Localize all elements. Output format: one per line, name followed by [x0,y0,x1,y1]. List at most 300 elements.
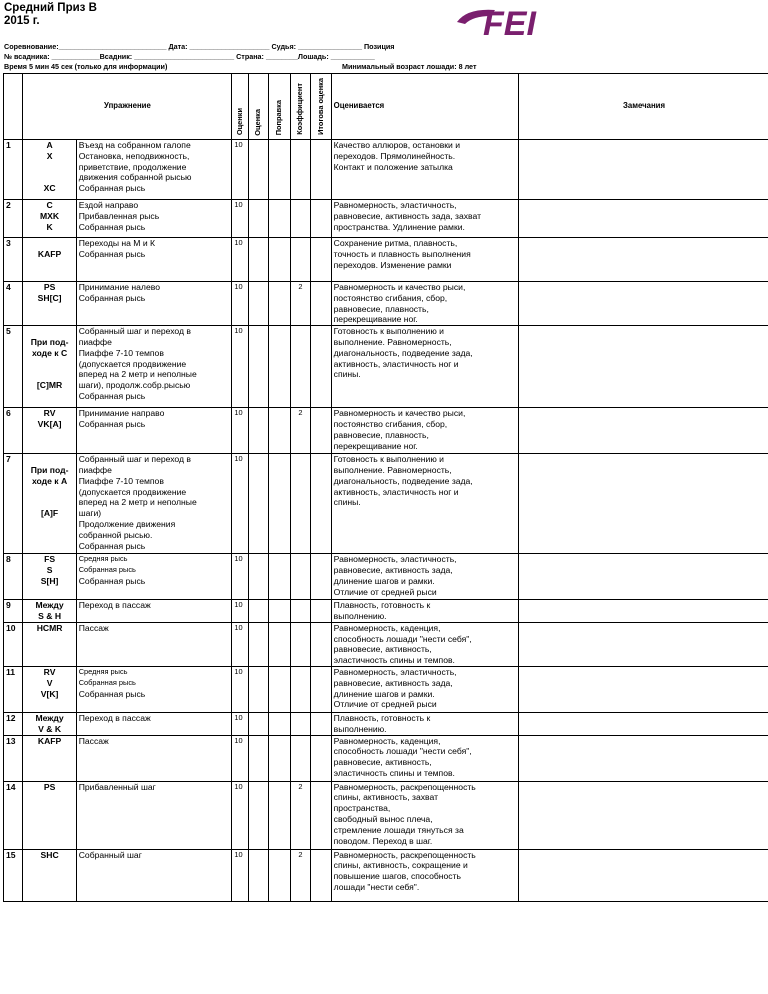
row-exercise-line: вперед на 2 метр и неполные [78,497,197,508]
row-coefficient-line [293,238,308,249]
row-coefficient [290,849,310,901]
row-directive-line: Равномерность, каденция, [333,622,441,633]
row-exercise-line: Пассаж [78,735,109,746]
remarks-cell[interactable] [519,735,768,781]
score-cell[interactable] [248,622,268,666]
row-directive-line: спины, активность, сокращение и [333,860,468,871]
row-exercise-line: Остановка, неподвижность, [78,150,190,161]
row-number-line: 4 [6,282,11,292]
col-remarks: Замечания [519,74,768,140]
score-cell[interactable] [311,600,331,623]
remarks-cell[interactable] [519,622,768,666]
row-directive-line: диагональность, подведение зада, [333,347,473,358]
row-marks-line: 10 [234,622,243,632]
row-coefficient-line: 2 [298,408,303,418]
row-directive [331,140,518,200]
col-marks: Оценки [234,108,244,136]
row-marks [232,238,248,282]
row-number-line: 10 [6,622,16,633]
row-movement-line: SH[C] [37,292,62,303]
header-line-1: Соревнование:___________________________ Дата: ____________________ Судья: ________________ Позиция [4,42,395,51]
score-cell[interactable] [311,454,331,554]
row-movement-line: MXK [40,210,60,221]
row-movement-line: X [46,150,53,161]
row-movement-line: K [46,221,53,232]
row-directive-line: способность лошади "нести себя", [333,633,472,644]
row-movement-line: Между [35,712,64,723]
row-coefficient-line: 2 [298,849,303,859]
row-movement-line: При под- [30,336,69,347]
table-row [4,238,768,282]
table-row [4,712,768,735]
col-coefficient: Коэффициент [295,83,305,136]
row-coefficient-line [293,667,308,678]
row-coefficient [290,554,310,600]
score-cell[interactable] [311,735,331,781]
row-movement [23,282,76,326]
remarks-cell[interactable] [519,666,768,712]
row-exercise-line: вперед на 2 метр и неполные [78,369,197,380]
row-number [4,282,23,326]
row-exercise [76,666,232,712]
score-cell[interactable] [248,849,268,901]
row-number-line: 9 [6,600,11,611]
row-marks [232,600,248,623]
row-coefficient-line [293,554,308,565]
remarks-cell[interactable] [519,849,768,901]
row-directive-line: способность лошади "нести себя", [333,746,472,757]
table-row [4,282,768,326]
row-directive [331,554,518,600]
row-exercise-line: Собранная рысь [78,540,146,551]
row-directive-line: лошади "нести себя". [333,881,420,892]
row-exercise [76,326,232,408]
row-exercise-line: пиаффе [78,336,112,347]
row-directive [331,454,518,554]
row-coefficient [290,712,310,735]
row-coefficient [290,735,310,781]
row-movement [23,200,76,238]
row-exercise-line: Собранная рысь [78,677,136,687]
row-directive [331,326,518,408]
header-line-3-right: Минимальный возраст лошади: 8 лет [342,62,477,71]
row-exercise-line: Пассаж [78,622,109,633]
table-row [4,326,768,408]
row-coefficient [290,408,310,454]
row-exercise [76,622,232,666]
row-directive [331,600,518,623]
row-exercise [76,454,232,554]
row-movement [23,781,76,849]
row-marks-line: 10 [234,140,243,149]
score-cell[interactable] [269,326,291,408]
score-cell[interactable] [269,282,291,326]
row-exercise-line: Ездой направо [78,200,139,210]
score-cell[interactable] [248,238,268,282]
row-directive [331,622,518,666]
score-cell[interactable] [311,140,331,200]
row-number-line: 1 [6,140,11,150]
table-row [4,600,768,623]
score-cell[interactable] [269,735,291,781]
row-exercise-line: Въезд на собранном галопе [78,140,191,150]
row-marks-line: 10 [234,712,243,722]
logo-text: FEI [483,5,536,38]
score-cell[interactable] [248,781,268,849]
score-cell[interactable] [248,735,268,781]
row-exercise [76,408,232,454]
row-movement-line [25,369,73,380]
score-cell[interactable] [269,408,291,454]
row-number [4,712,23,735]
score-cell[interactable] [269,200,291,238]
score-cell[interactable] [269,712,291,735]
remarks-cell[interactable] [519,600,768,623]
row-exercise [76,849,232,901]
row-number-line: 3 [6,238,11,248]
score-cell[interactable] [269,666,291,712]
row-marks [232,200,248,238]
remarks-cell[interactable] [519,282,768,326]
row-marks [232,622,248,666]
score-cell[interactable] [311,282,331,326]
row-number [4,238,23,282]
row-movement-line: KAFP [37,248,62,259]
row-directive-line: спины. [333,497,361,508]
row-exercise-line: Собранная рысь [78,575,146,586]
row-marks [232,454,248,554]
row-coefficient [290,781,310,849]
row-marks [232,735,248,781]
score-cell[interactable] [248,200,268,238]
row-exercise-line: приветствие, продолжение [78,161,187,172]
score-cell[interactable] [311,238,331,282]
row-directive-line: переходов. Изменение рамки [333,259,452,270]
row-coefficient-line [293,454,308,465]
row-exercise-line: Собранная рысь [78,564,136,574]
row-directive-line: Отличие от средней рыси [333,586,437,597]
row-directive-line: постоянство сгибания, сбор, [333,418,448,429]
row-marks-line: 10 [234,326,243,336]
row-directive-line: Готовность к выполнению и [333,454,444,465]
score-cell[interactable] [248,600,268,623]
fei-logo [455,4,595,38]
row-coefficient [290,454,310,554]
row-marks-line: 10 [234,849,243,859]
row-directive-line: перекрещивание ног. [333,440,418,451]
row-directive-line: Равномерность, раскрепощенность [333,781,476,792]
row-directive-line: равновесие, активность, [333,757,432,768]
row-movement [23,666,76,712]
row-coefficient [290,622,310,666]
row-coefficient-line [293,326,308,337]
col-exercise: Упражнение [23,74,232,140]
score-cell[interactable] [248,666,268,712]
row-marks [232,781,248,849]
row-movement-line: RV [43,408,56,419]
row-exercise-line: Переходы на М и К [78,238,156,248]
row-directive-line: Плавность, готовность к [333,600,431,611]
remarks-cell[interactable] [519,238,768,282]
table-body [4,140,768,902]
row-movement-line: XC [43,183,56,194]
score-cell[interactable] [269,781,291,849]
row-movement-line: Между [35,600,64,611]
score-cell[interactable] [248,712,268,735]
row-movement-line: ходе к С [31,347,68,358]
row-coefficient [290,666,310,712]
row-exercise-line: Собранная рысь [78,292,146,303]
row-movement-line: C [46,200,53,210]
row-directive-line: постоянство сгибания, сбор, [333,292,448,303]
score-cell[interactable] [311,849,331,901]
row-directive-line: свободный вынос плеча, [333,813,433,824]
table-row [4,554,768,600]
row-movement-line: [A]F [40,508,59,519]
row-directive-line: Равномерность, эластичность, [333,666,457,677]
row-exercise-line: Переход в пассаж [78,600,151,611]
remarks-cell[interactable] [519,200,768,238]
row-marks [232,849,248,901]
row-number [4,666,23,712]
row-coefficient-line [293,600,308,611]
score-cell[interactable] [311,326,331,408]
score-cell[interactable] [311,781,331,849]
score-cell[interactable] [248,140,268,200]
row-number [4,454,23,554]
row-marks-line: 10 [234,238,243,247]
score-cell[interactable] [248,454,268,554]
row-coefficient-line [293,140,308,151]
row-number [4,326,23,408]
row-directive-line: равновесие, активность зада, [333,564,453,575]
score-cell[interactable] [269,600,291,623]
remarks-cell[interactable] [519,454,768,554]
row-movement [23,454,76,554]
row-marks [232,326,248,408]
score-cell[interactable] [248,554,268,600]
row-coefficient [290,326,310,408]
row-marks [232,408,248,454]
score-cell[interactable] [311,622,331,666]
row-directive-line: переходов. Прямолинейность. [333,150,456,161]
row-directive-line: выполнение. Равномерность, [333,336,452,347]
score-cell[interactable] [311,712,331,735]
col-correction: Поправка [274,99,284,136]
row-exercise-line: Принимание налево [78,282,160,292]
row-number [4,735,23,781]
row-coefficient-line: 2 [298,781,303,791]
row-exercise [76,600,232,623]
row-directive-line: Готовность к выполнению и [333,326,444,337]
row-directive-line: спины. [333,369,361,380]
row-directive-line: эластичность спины и темпов. [333,655,455,666]
score-cell[interactable] [248,408,268,454]
row-exercise [76,200,232,238]
row-directive [331,238,518,282]
table-row [4,735,768,781]
row-directive [331,735,518,781]
col-directive: Оценивается [331,74,518,140]
row-coefficient-line [293,713,308,724]
row-movement-line: V & K [38,723,62,734]
row-marks-line: 10 [234,554,243,564]
row-directive-line: равновесие, плавность, [333,429,429,440]
row-directive-line: Контакт и положение затылка [333,161,453,172]
remarks-cell[interactable] [519,781,768,849]
row-directive [331,849,518,901]
row-movement [23,238,76,282]
row-coefficient-line [293,623,308,634]
row-exercise-line: Прибавленная рысь [78,210,160,221]
remarks-cell[interactable] [519,554,768,600]
score-cell[interactable] [311,408,331,454]
row-movement-line: V[K] [40,688,59,699]
row-coefficient-line [293,200,308,211]
score-cell[interactable] [269,140,291,200]
row-directive-line: эластичность спины и темпов. [333,767,455,778]
row-movement-line [25,487,73,498]
row-coefficient [290,600,310,623]
col-final: Итогова оценка [315,78,325,136]
row-marks-line: 10 [234,600,243,610]
table-row [4,622,768,666]
table-row [4,781,768,849]
row-exercise-line: Собранный шаг и переход в [78,454,191,465]
row-exercise-line: Собранная рысь [78,390,146,401]
row-directive-line: Качество аллюров, остановки и [333,140,461,150]
row-directive-line: пространства. Удлинение рамки. [333,221,465,232]
row-movement-line: VK[A] [37,418,62,429]
row-movement-line [25,359,73,370]
row-number [4,622,23,666]
score-cell[interactable] [311,200,331,238]
row-directive-line: перекрещивание ног. [333,314,418,325]
row-movement-line: RV [43,666,56,677]
row-directive-line: выполнению. [333,723,387,734]
row-exercise [76,735,232,781]
row-directive-line: поводом. Переход в шаг. [333,835,433,846]
row-exercise-line: Пиаффе 7-10 темпов [78,347,164,358]
row-directive-line: выполнение. Равномерность, [333,464,452,475]
score-cell[interactable] [269,849,291,901]
row-directive-line: повышение шагов, способность [333,871,462,882]
score-cell[interactable] [269,622,291,666]
row-movement-line: KAFP [37,735,62,746]
row-exercise [76,140,232,200]
row-movement-line [25,454,73,465]
row-directive-line: Равномерность и качество рыси, [333,408,466,419]
row-exercise-line: шаги) [78,508,102,519]
row-movement-line: ходе к А [31,475,68,486]
row-marks-line: 10 [234,408,243,418]
row-directive-line: Равномерность, эластичность, [333,200,457,210]
row-directive-line: равновесие, активность зада, захват [333,210,482,221]
table-row [4,666,768,712]
row-exercise-line: Продолжение движения [78,518,176,529]
row-exercise-line: Переход в пассаж [78,712,151,723]
remarks-cell[interactable] [519,408,768,454]
row-exercise [76,781,232,849]
table-row [4,200,768,238]
row-movement-line: V [46,677,53,688]
row-marks [232,554,248,600]
row-exercise-line: шаги), продолж.собр.рысью [78,380,191,391]
row-number-line: 7 [6,454,11,465]
row-movement-line: S & H [38,610,62,621]
row-exercise-line: (допускается продвижение [78,486,187,497]
row-directive-line: активность, эластичность ног и [333,358,459,369]
row-directive-line: пространства, [333,803,391,814]
row-exercise-line: Прибавленный шаг [78,781,156,792]
row-movement [23,735,76,781]
row-marks-line: 10 [234,735,243,745]
score-cell[interactable] [311,666,331,712]
row-exercise-line: (допускается продвижение [78,358,187,369]
row-directive-line: Равномерность, каденция, [333,735,441,746]
row-number-line: 6 [6,408,11,419]
table-header-row [4,74,768,140]
row-marks [232,712,248,735]
row-directive-line: Равномерность, эластичность, [333,554,457,565]
row-movement-line: S [46,564,53,575]
row-movement [23,712,76,735]
row-movement-line [25,238,73,249]
test-title [4,2,97,28]
remarks-cell[interactable] [519,712,768,735]
row-movement [23,326,76,408]
row-directive-line: точность и плавность выполнения [333,248,471,259]
row-movement-line: SHC [40,849,59,860]
row-movement-line: PS [43,781,56,792]
row-directive [331,712,518,735]
row-coefficient [290,282,310,326]
header-line-2: № всадника: ____________Всадник: _________________________ Страна: ________Лошадь: ___________ [4,52,375,61]
row-marks-line: 10 [234,454,243,464]
score-cell[interactable] [269,238,291,282]
score-cell[interactable] [269,454,291,554]
row-coefficient-line [293,736,308,747]
row-directive-line: Плавность, готовность к [333,712,431,723]
row-movement-line: FS [44,554,56,565]
row-movement [23,622,76,666]
remarks-cell[interactable] [519,326,768,408]
table-row [4,849,768,901]
row-exercise-line: движения собранной рысью [78,172,192,183]
row-movement-line: HCMR [36,622,63,633]
row-number-line: 12 [6,712,16,723]
row-number [4,200,23,238]
row-exercise-line: Собранный шаг и переход в [78,326,191,337]
title-line-1: Средний Приз В [4,2,97,14]
row-movement-line: PS [43,282,56,292]
row-exercise [76,282,232,326]
row-number-line: 15 [6,849,16,860]
score-cell[interactable] [248,326,268,408]
score-cell[interactable] [248,282,268,326]
row-marks [232,140,248,200]
row-coefficient [290,238,310,282]
row-directive [331,282,518,326]
row-number [4,849,23,901]
row-marks-line: 10 [234,781,243,791]
row-exercise-line: Средняя рысь [78,666,128,676]
score-cell[interactable] [269,554,291,600]
score-cell[interactable] [311,554,331,600]
row-directive-line: Отличие от средней рыси [333,699,437,710]
remarks-cell[interactable] [519,140,768,200]
row-directive-line: Сохранение ритма, плавность, [333,238,458,248]
